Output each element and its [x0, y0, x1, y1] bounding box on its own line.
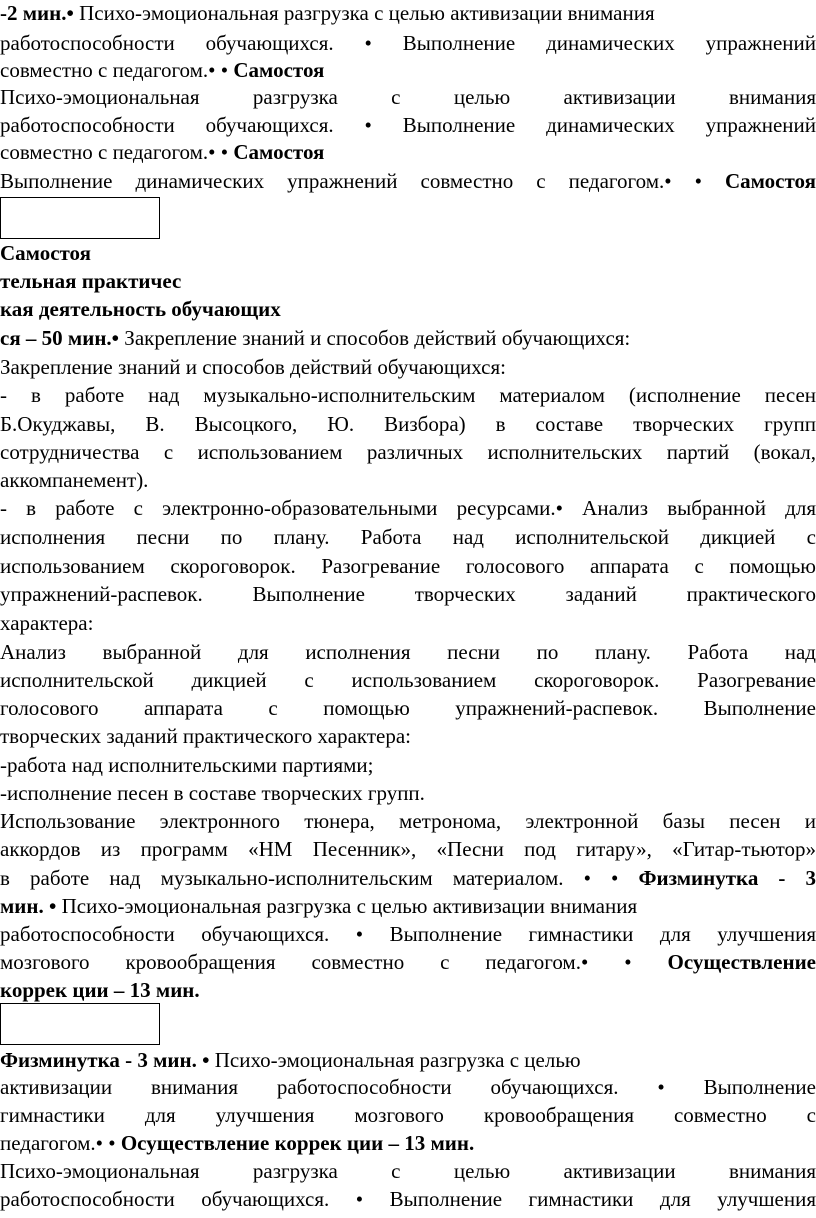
body-text: -работа над исполнительскими партиями;	[0, 753, 374, 777]
text-line	[0, 695, 816, 723]
text-line	[0, 524, 816, 552]
body-text: характера:	[0, 611, 94, 635]
body-text: Психо-эмоциональная разгрузка с целью	[214, 1048, 581, 1072]
text-line	[0, 495, 816, 523]
text-line	[0, 921, 816, 949]
bold-text: кая деятельность обучающих	[0, 297, 281, 321]
text-line	[0, 1047, 816, 1075]
text-line	[0, 296, 816, 324]
text-line	[0, 836, 816, 864]
body-text: аккомпанемент).	[0, 468, 149, 492]
body-text: работоспособности обучающихся. • Выполнение динамических упражнений	[0, 113, 816, 137]
text-line	[0, 57, 816, 85]
body-text: исполнительской дикцией с использованием скороговорок. Разогревание	[0, 668, 816, 692]
text-line	[0, 639, 816, 667]
bold-text: Самостоя	[724, 169, 816, 193]
text-line	[0, 30, 816, 58]
body-text: совместно с педагогом.• •	[0, 58, 234, 82]
text-line	[0, 467, 816, 495]
body-text: голосового аппарата с помощью упражнений-распевок. Выполнение	[0, 696, 816, 720]
text-line	[0, 553, 816, 581]
body-text: гимнастики для улучшения мозгового кровообращения совместно с	[0, 1103, 816, 1127]
bold-text: -2 мин.•	[0, 1, 80, 25]
body-text: Психо-эмоциональная разгрузка с целью активизации внимания	[0, 1159, 816, 1183]
body-text: упражнений-распевок. Выполнение творческих заданий практического	[0, 582, 816, 606]
text-line	[0, 865, 816, 893]
bold-text: Осуществление коррек ции – 13 мин.	[120, 1131, 475, 1155]
text-line	[0, 139, 816, 167]
text-line	[0, 977, 816, 1005]
text-line	[0, 949, 816, 977]
body-text: - в работе с электронно-образовательными ресурсами.• Анализ выбранной для	[0, 496, 816, 520]
text-line	[0, 667, 816, 695]
text-line	[0, 240, 816, 268]
text-line	[0, 808, 816, 836]
body-text: совместно с педагогом.• •	[0, 140, 234, 164]
bold-text: Осуществление	[667, 950, 816, 974]
body-text: работоспособности обучающихся. • Выполнение гимнастики для улучшения	[0, 922, 816, 946]
body-text: Б.Окуджавы, В. Высоцкого, Ю. Визбора) в составе творческих групп	[0, 412, 816, 436]
body-text: Закрепление знаний и способов действий обучающихся:	[124, 326, 631, 350]
text-line	[0, 1158, 816, 1186]
body-text: сотрудничества с использованием различных исполнительских партий (вокал,	[0, 440, 816, 464]
body-text: творческих заданий практического характера:	[0, 724, 411, 748]
body-text: - в работе над музыкально-исполнительским материалом (исполнение песен	[0, 383, 816, 407]
body-text: исполнения песни по плану. Работа над исполнительской дикцией с	[0, 525, 816, 549]
empty-table-cell	[0, 197, 160, 239]
body-text: -исполнение песен в составе творческих групп.	[0, 781, 425, 805]
text-line	[0, 354, 816, 382]
empty-table-cell	[0, 1003, 160, 1045]
body-text: Использование электронного тюнера, метронома, электронной базы песен и	[0, 809, 816, 833]
text-line	[0, 168, 816, 196]
bold-text: мин. •	[0, 894, 62, 918]
bold-text: тельная практичес	[0, 269, 182, 293]
bold-text: Физминутка - 3 мин. •	[0, 1048, 215, 1072]
body-text: работоспособности обучающихся. • Выполнение гимнастики для улучшения	[0, 1187, 816, 1211]
text-line	[0, 581, 816, 609]
body-text: Выполнение динамических упражнений совместно с педагогом.• •	[0, 169, 725, 193]
body-text: Психо-эмоциональная разгрузка с целью активизации внимания	[0, 85, 816, 109]
bold-text: ся – 50 мин.•	[0, 326, 125, 350]
text-line	[0, 1186, 816, 1214]
body-text: работоспособности обучающихся. • Выполнение динамических упражнений	[0, 31, 816, 55]
body-text: педагогом.• •	[0, 1131, 121, 1155]
text-line	[0, 893, 816, 921]
body-text: активизации внимания работоспособности обучающихся. • Выполнение	[0, 1075, 816, 1099]
bold-text: Самостоя	[233, 58, 325, 82]
body-text: Психо-эмоциональная разгрузка с целью активизации внимания	[79, 1, 655, 25]
text-line	[0, 610, 816, 638]
bold-text: Самостоя	[0, 241, 92, 265]
bold-text: коррек ции – 13 мин.	[0, 978, 200, 1002]
bold-text: Самостоя	[233, 140, 325, 164]
body-text: Закрепление знаний и способов действий обучающихся:	[0, 355, 506, 379]
text-line	[0, 752, 816, 780]
text-line	[0, 325, 816, 353]
body-text: мозгового кровообращения совместно с педагогом.• •	[0, 950, 668, 974]
text-line	[0, 411, 816, 439]
text-line	[0, 0, 816, 28]
text-line	[0, 723, 816, 751]
text-line	[0, 1102, 816, 1130]
bold-text: Физминутка - 3	[638, 866, 816, 890]
body-text: использованием скороговорок. Разогревание голосового аппарата с помощью	[0, 554, 816, 578]
body-text: аккордов из программ «НМ Песенник», «Песни под гитару», «Гитар-тьютор»	[0, 837, 816, 861]
text-line	[0, 439, 816, 467]
text-line	[0, 112, 816, 140]
text-line	[0, 1074, 816, 1102]
body-text: в работе над музыкально-исполнительским материалом. • •	[0, 866, 639, 890]
text-line	[0, 382, 816, 410]
text-line	[0, 84, 816, 112]
text-line	[0, 1130, 816, 1158]
text-line	[0, 780, 816, 808]
body-text: Психо-эмоциональная разгрузка с целью активизации внимания	[61, 894, 638, 918]
text-line	[0, 268, 816, 296]
body-text: Анализ выбранной для исполнения песни по плану. Работа над	[0, 640, 816, 664]
